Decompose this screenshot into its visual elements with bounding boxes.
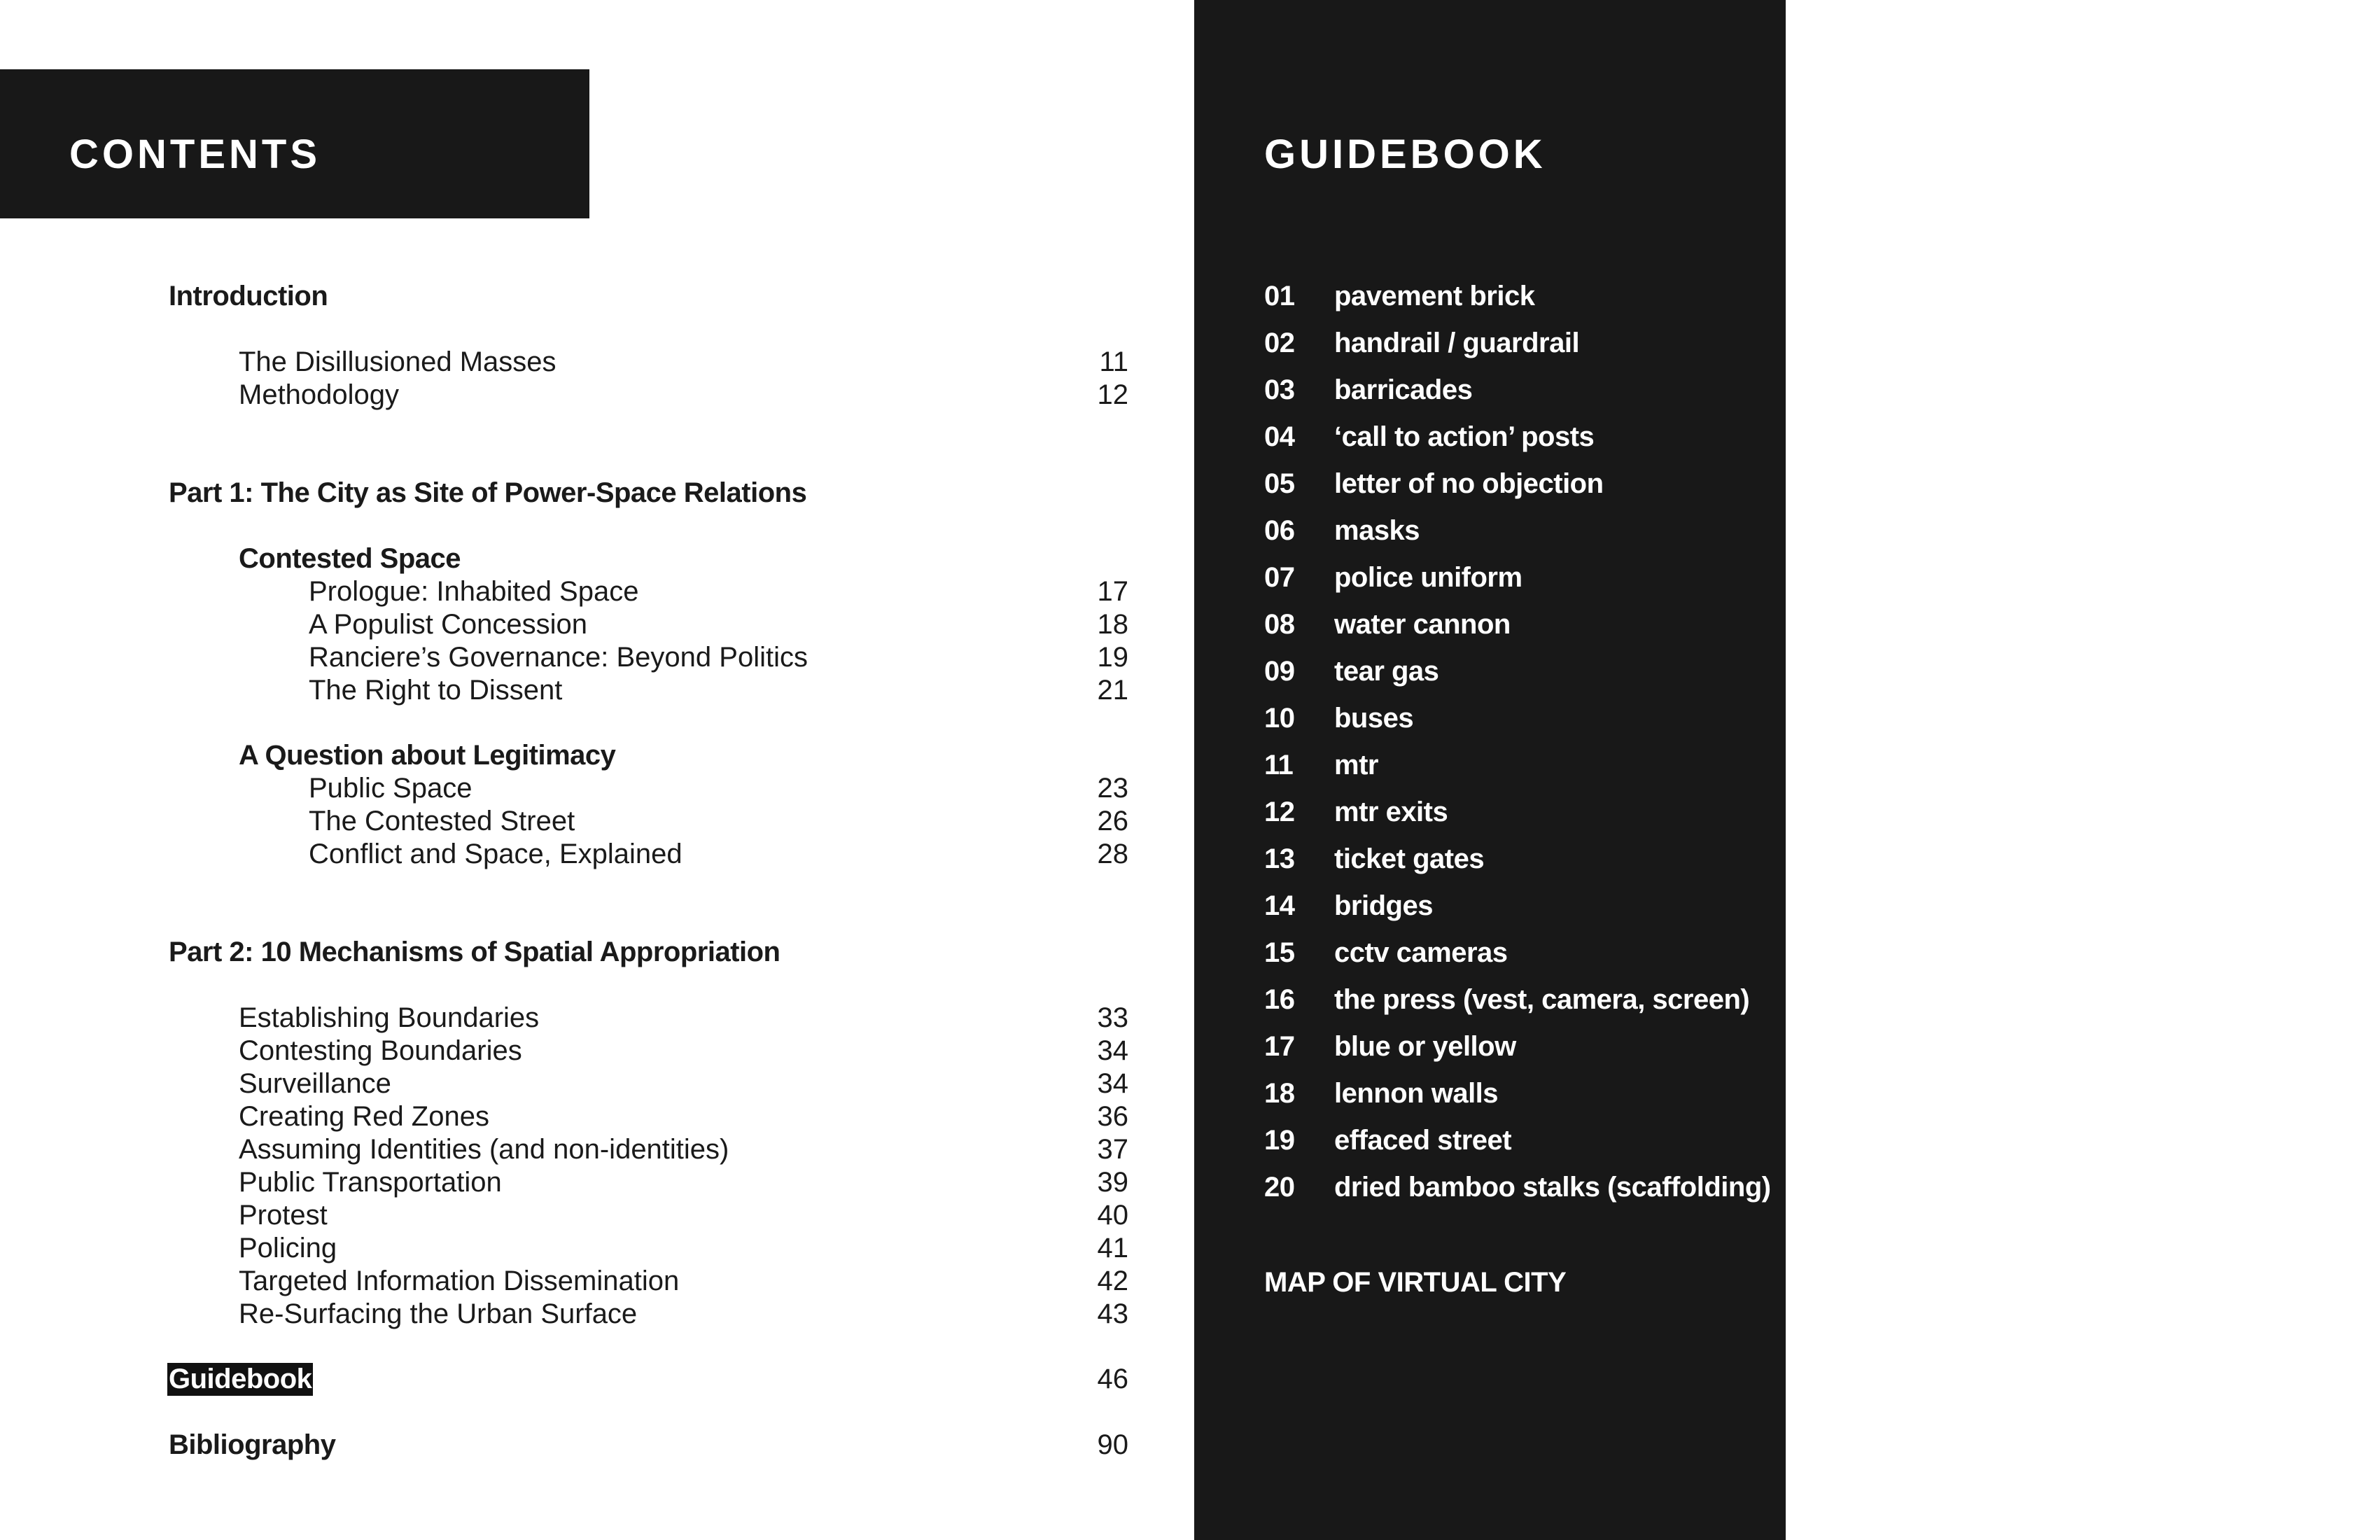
toc-page-number: 19 — [1097, 642, 1128, 673]
guidebook-item[interactable] — [1264, 608, 1511, 650]
toc-entry[interactable]: Protest — [239, 1200, 328, 1231]
guidebook-item-label: water cannon — [1334, 609, 1511, 640]
guidebook-item-number: 03 — [1264, 374, 1295, 405]
guidebook-item-number: 09 — [1264, 656, 1295, 687]
guidebook-item-number: 13 — [1264, 844, 1295, 874]
guidebook-item-number: 17 — [1264, 1031, 1295, 1062]
toc-entry[interactable]: Ranciere’s Governance: Beyond Politics — [309, 642, 808, 673]
guidebook-item-number: 08 — [1264, 609, 1295, 640]
guidebook-item[interactable] — [1264, 280, 1534, 322]
toc-entry[interactable]: The Disillusioned Masses — [239, 346, 556, 377]
guidebook-item-label: dried bamboo stalks (scaffolding) — [1334, 1172, 1771, 1203]
toc-subheading-contested-space[interactable]: Contested Space — [239, 543, 461, 574]
toc-entry[interactable]: The Contested Street — [309, 806, 575, 836]
guidebook-item-number: 02 — [1264, 328, 1295, 358]
guidebook-item[interactable] — [1264, 561, 1522, 603]
toc-page-number: 90 — [1097, 1429, 1128, 1460]
toc-page-number: 36 — [1097, 1101, 1128, 1132]
toc-entry[interactable]: Methodology — [239, 379, 400, 410]
toc-entry[interactable]: Creating Red Zones — [239, 1101, 489, 1132]
toc-page-number: 34 — [1097, 1068, 1128, 1099]
guidebook-item-number: 14 — [1264, 890, 1295, 921]
toc-page-number: 33 — [1097, 1002, 1128, 1033]
guidebook-title: GUIDEBOOK — [1264, 132, 1546, 177]
toc-page-number: 28 — [1097, 839, 1128, 869]
toc-heading-introduction[interactable]: Introduction — [169, 281, 328, 312]
guidebook-item-label: handrail / guardrail — [1334, 328, 1580, 358]
toc-heading-part1[interactable]: Part 1: The City as Site of Power-Space Relations — [169, 477, 807, 508]
toc-subheading-legitimacy[interactable]: A Question about Legitimacy — [239, 740, 616, 771]
guidebook-item-number: 07 — [1264, 562, 1295, 593]
guidebook-item-label: ticket gates — [1334, 844, 1485, 874]
toc-page-number: 12 — [1097, 379, 1128, 410]
toc-entry[interactable]: Targeted Information Dissemination — [239, 1266, 680, 1296]
guidebook-item-label: mtr — [1334, 750, 1378, 780]
toc-page-number: 41 — [1097, 1233, 1128, 1264]
toc-page-number: 46 — [1097, 1364, 1128, 1394]
guidebook-item[interactable] — [1264, 796, 1448, 838]
guidebook-item[interactable] — [1264, 937, 1508, 979]
guidebook-item[interactable] — [1264, 1077, 1498, 1119]
guidebook-item-number: 06 — [1264, 515, 1295, 546]
guidebook-item[interactable] — [1264, 655, 1438, 697]
guidebook-item-label: masks — [1334, 515, 1420, 546]
toc-entry[interactable]: Public Transportation — [239, 1167, 502, 1198]
guidebook-item-label: ‘call to action’ posts — [1334, 421, 1595, 452]
guidebook-item-label: blue or yellow — [1334, 1031, 1516, 1062]
guidebook-item-number: 19 — [1264, 1125, 1295, 1156]
toc-page-number: 43 — [1097, 1298, 1128, 1329]
guidebook-item[interactable] — [1264, 327, 1579, 369]
guidebook-item-label: tear gas — [1334, 656, 1439, 687]
guidebook-item-label: cctv cameras — [1334, 937, 1508, 968]
toc-page-number: 39 — [1097, 1167, 1128, 1198]
guidebook-item-label: lennon walls — [1334, 1078, 1499, 1109]
guidebook-item-label: the press (vest, camera, screen) — [1334, 984, 1750, 1015]
guidebook-item-number: 05 — [1264, 468, 1295, 499]
toc-entry[interactable]: Surveillance — [239, 1068, 391, 1099]
guidebook-item[interactable] — [1264, 749, 1378, 791]
toc-entry[interactable]: The Right to Dissent — [309, 675, 563, 706]
guidebook-item[interactable] — [1264, 843, 1484, 885]
guidebook-item-number: 04 — [1264, 421, 1295, 452]
toc-page-number: 42 — [1097, 1266, 1128, 1296]
toc-entry[interactable]: Re-Surfacing the Urban Surface — [239, 1298, 638, 1329]
guidebook-item-label: buses — [1334, 703, 1414, 734]
guidebook-item-label: mtr exits — [1334, 797, 1448, 827]
guidebook-item-number: 20 — [1264, 1172, 1295, 1203]
toc-page-number: 23 — [1097, 773, 1128, 804]
guidebook-item[interactable] — [1264, 468, 1604, 510]
toc-page-number: 34 — [1097, 1035, 1128, 1066]
toc-page-number: 18 — [1097, 609, 1128, 640]
guidebook-item-number: 01 — [1264, 281, 1295, 312]
guidebook-item-label: barricades — [1334, 374, 1473, 405]
toc-page-number: 37 — [1097, 1134, 1128, 1165]
toc-heading-part2[interactable]: Part 2: 10 Mechanisms of Spatial Appropriation — [169, 937, 780, 967]
toc-entry[interactable]: Conflict and Space, Explained — [309, 839, 682, 869]
toc-page-number: 26 — [1097, 806, 1128, 836]
toc-heading-guidebook[interactable]: Guidebook — [169, 1364, 312, 1394]
toc-entry[interactable]: Contesting Boundaries — [239, 1035, 522, 1066]
toc-entry[interactable]: Assuming Identities (and non-identities) — [239, 1134, 729, 1165]
guidebook-item-label: effaced street — [1334, 1125, 1512, 1156]
toc-entry[interactable]: Policing — [239, 1233, 337, 1264]
guidebook-item-label: bridges — [1334, 890, 1433, 921]
toc-entry[interactable]: Establishing Boundaries — [239, 1002, 540, 1033]
guidebook-item[interactable] — [1264, 1171, 1771, 1213]
guidebook-item-label: pavement brick — [1334, 281, 1535, 312]
guidebook-item-label: police uniform — [1334, 562, 1522, 593]
toc-page-number: 11 — [1099, 346, 1128, 377]
guidebook-item[interactable] — [1264, 421, 1594, 463]
guidebook-item-number: 16 — [1264, 984, 1295, 1015]
toc-page-number: 21 — [1097, 675, 1128, 706]
guidebook-item[interactable] — [1264, 374, 1472, 416]
toc-heading-bibliography[interactable]: Bibliography — [169, 1429, 336, 1460]
toc-entry[interactable]: Public Space — [309, 773, 472, 804]
guidebook-item[interactable] — [1264, 702, 1413, 744]
guidebook-item-label: letter of no objection — [1334, 468, 1604, 499]
guidebook-item-number: 12 — [1264, 797, 1295, 827]
guidebook-item-number: 11 — [1264, 750, 1294, 780]
toc-entry[interactable]: A Populist Concession — [309, 609, 588, 640]
guidebook-item-number: 15 — [1264, 937, 1295, 968]
guidebook-item[interactable] — [1264, 983, 1749, 1026]
guidebook-item-number: 10 — [1264, 703, 1295, 734]
guidebook-item-number: 18 — [1264, 1078, 1295, 1109]
guidebook-item[interactable] — [1264, 1030, 1516, 1072]
guidebook-item[interactable] — [1264, 890, 1433, 932]
guidebook-item[interactable] — [1264, 514, 1420, 556]
toc-page-number: 40 — [1097, 1200, 1128, 1231]
toc-entry[interactable]: Prologue: Inhabited Space — [309, 576, 639, 607]
toc-page-number: 17 — [1097, 576, 1128, 607]
guidebook-item[interactable] — [1264, 1124, 1511, 1166]
map-of-virtual-city-link[interactable]: MAP OF VIRTUAL CITY — [1264, 1267, 1567, 1298]
contents-title: CONTENTS — [69, 132, 321, 177]
